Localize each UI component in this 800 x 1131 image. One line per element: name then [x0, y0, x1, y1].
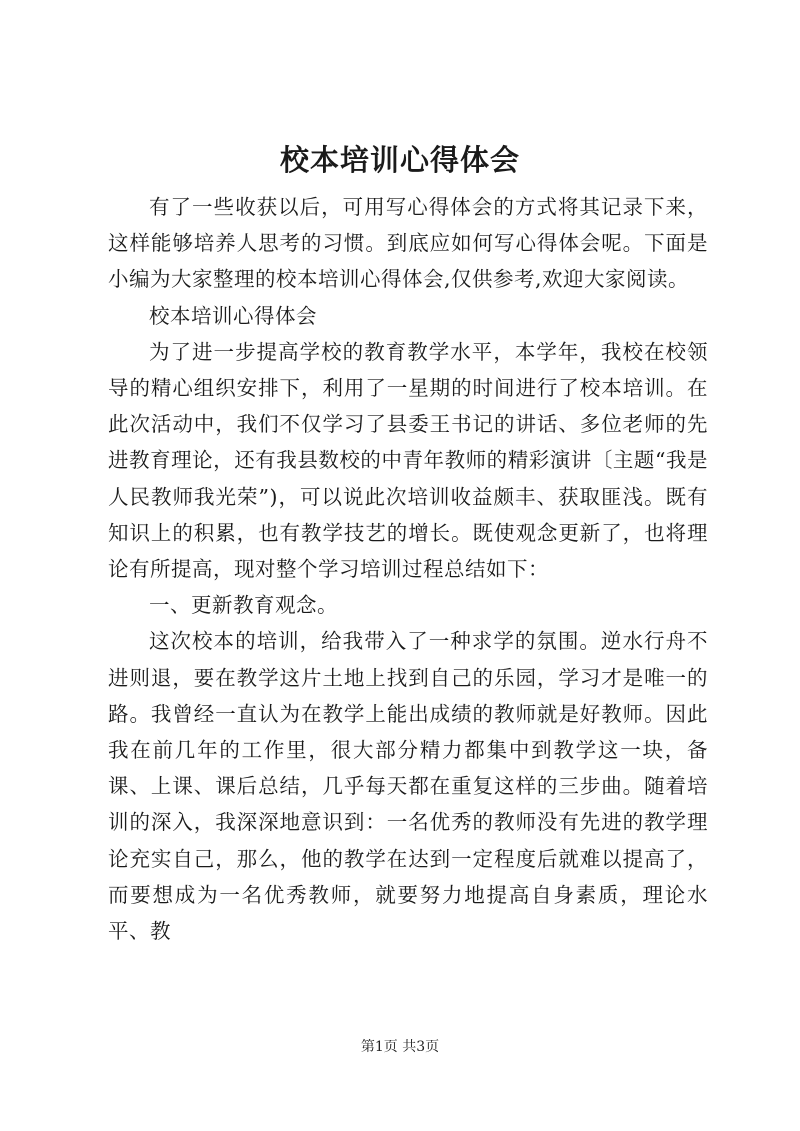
intro-paragraph: 有了一些收获以后，可用写心得体会的方式将其记录下来，这样能够培养人思考的习惯。到底应如何写心得体会呢。下面是小编为大家整理的校本培训心得体会,仅供参考,欢迎大家阅读。 [108, 195, 708, 292]
subtitle-paragraph: 校本培训心得体会 [149, 303, 317, 328]
body-paragraph: 这次校本的培训，给我带入了一种求学的氛围。逆水行舟不进则退，要在教学这片土地上找到自己的乐园，学习才是唯一的路。我曾经一直认为在教学上能出成绩的教师就是好教师。因此我在前几年的工作里，很大部分精力都集中到教学这一块，备课、上课、课后总结，几乎每天都在重复这样的三步曲。随着培训的深入，我深深地意识到：一名优秀的教师没有先进的教学理论充实自己，那么，他的教学在达到一定程度后就难以提高了，而要想成为一名优秀教师，就要努力地提高自身素质，理论水平、教 [108, 629, 708, 944]
section-heading: 一、更新教育观念。 [149, 593, 338, 618]
body-paragraph: 为了进一步提高学校的教育教学水平，本学年，我校在校领导的精心组织安排下，利用了一星期的时间进行了校本培训。在此次活动中，我们不仅学习了县委王书记的讲话、多位老师的先进教育理论，还有我县数校的中青年教师的精彩演讲〔主题“我是人民教师我光荣”)，可以说此次培训收益颇丰、获取匪浅。既有知识上的积累，也有教学技艺的增长。既使观念更新了，也将理论有所提高，现对整个学习培训过程总结如下： [108, 339, 708, 582]
page-footer: 第1页 共3页 [360, 1039, 440, 1055]
document-body [108, 189, 708, 949]
document-title: 校本培训心得体会 [279, 143, 520, 177]
